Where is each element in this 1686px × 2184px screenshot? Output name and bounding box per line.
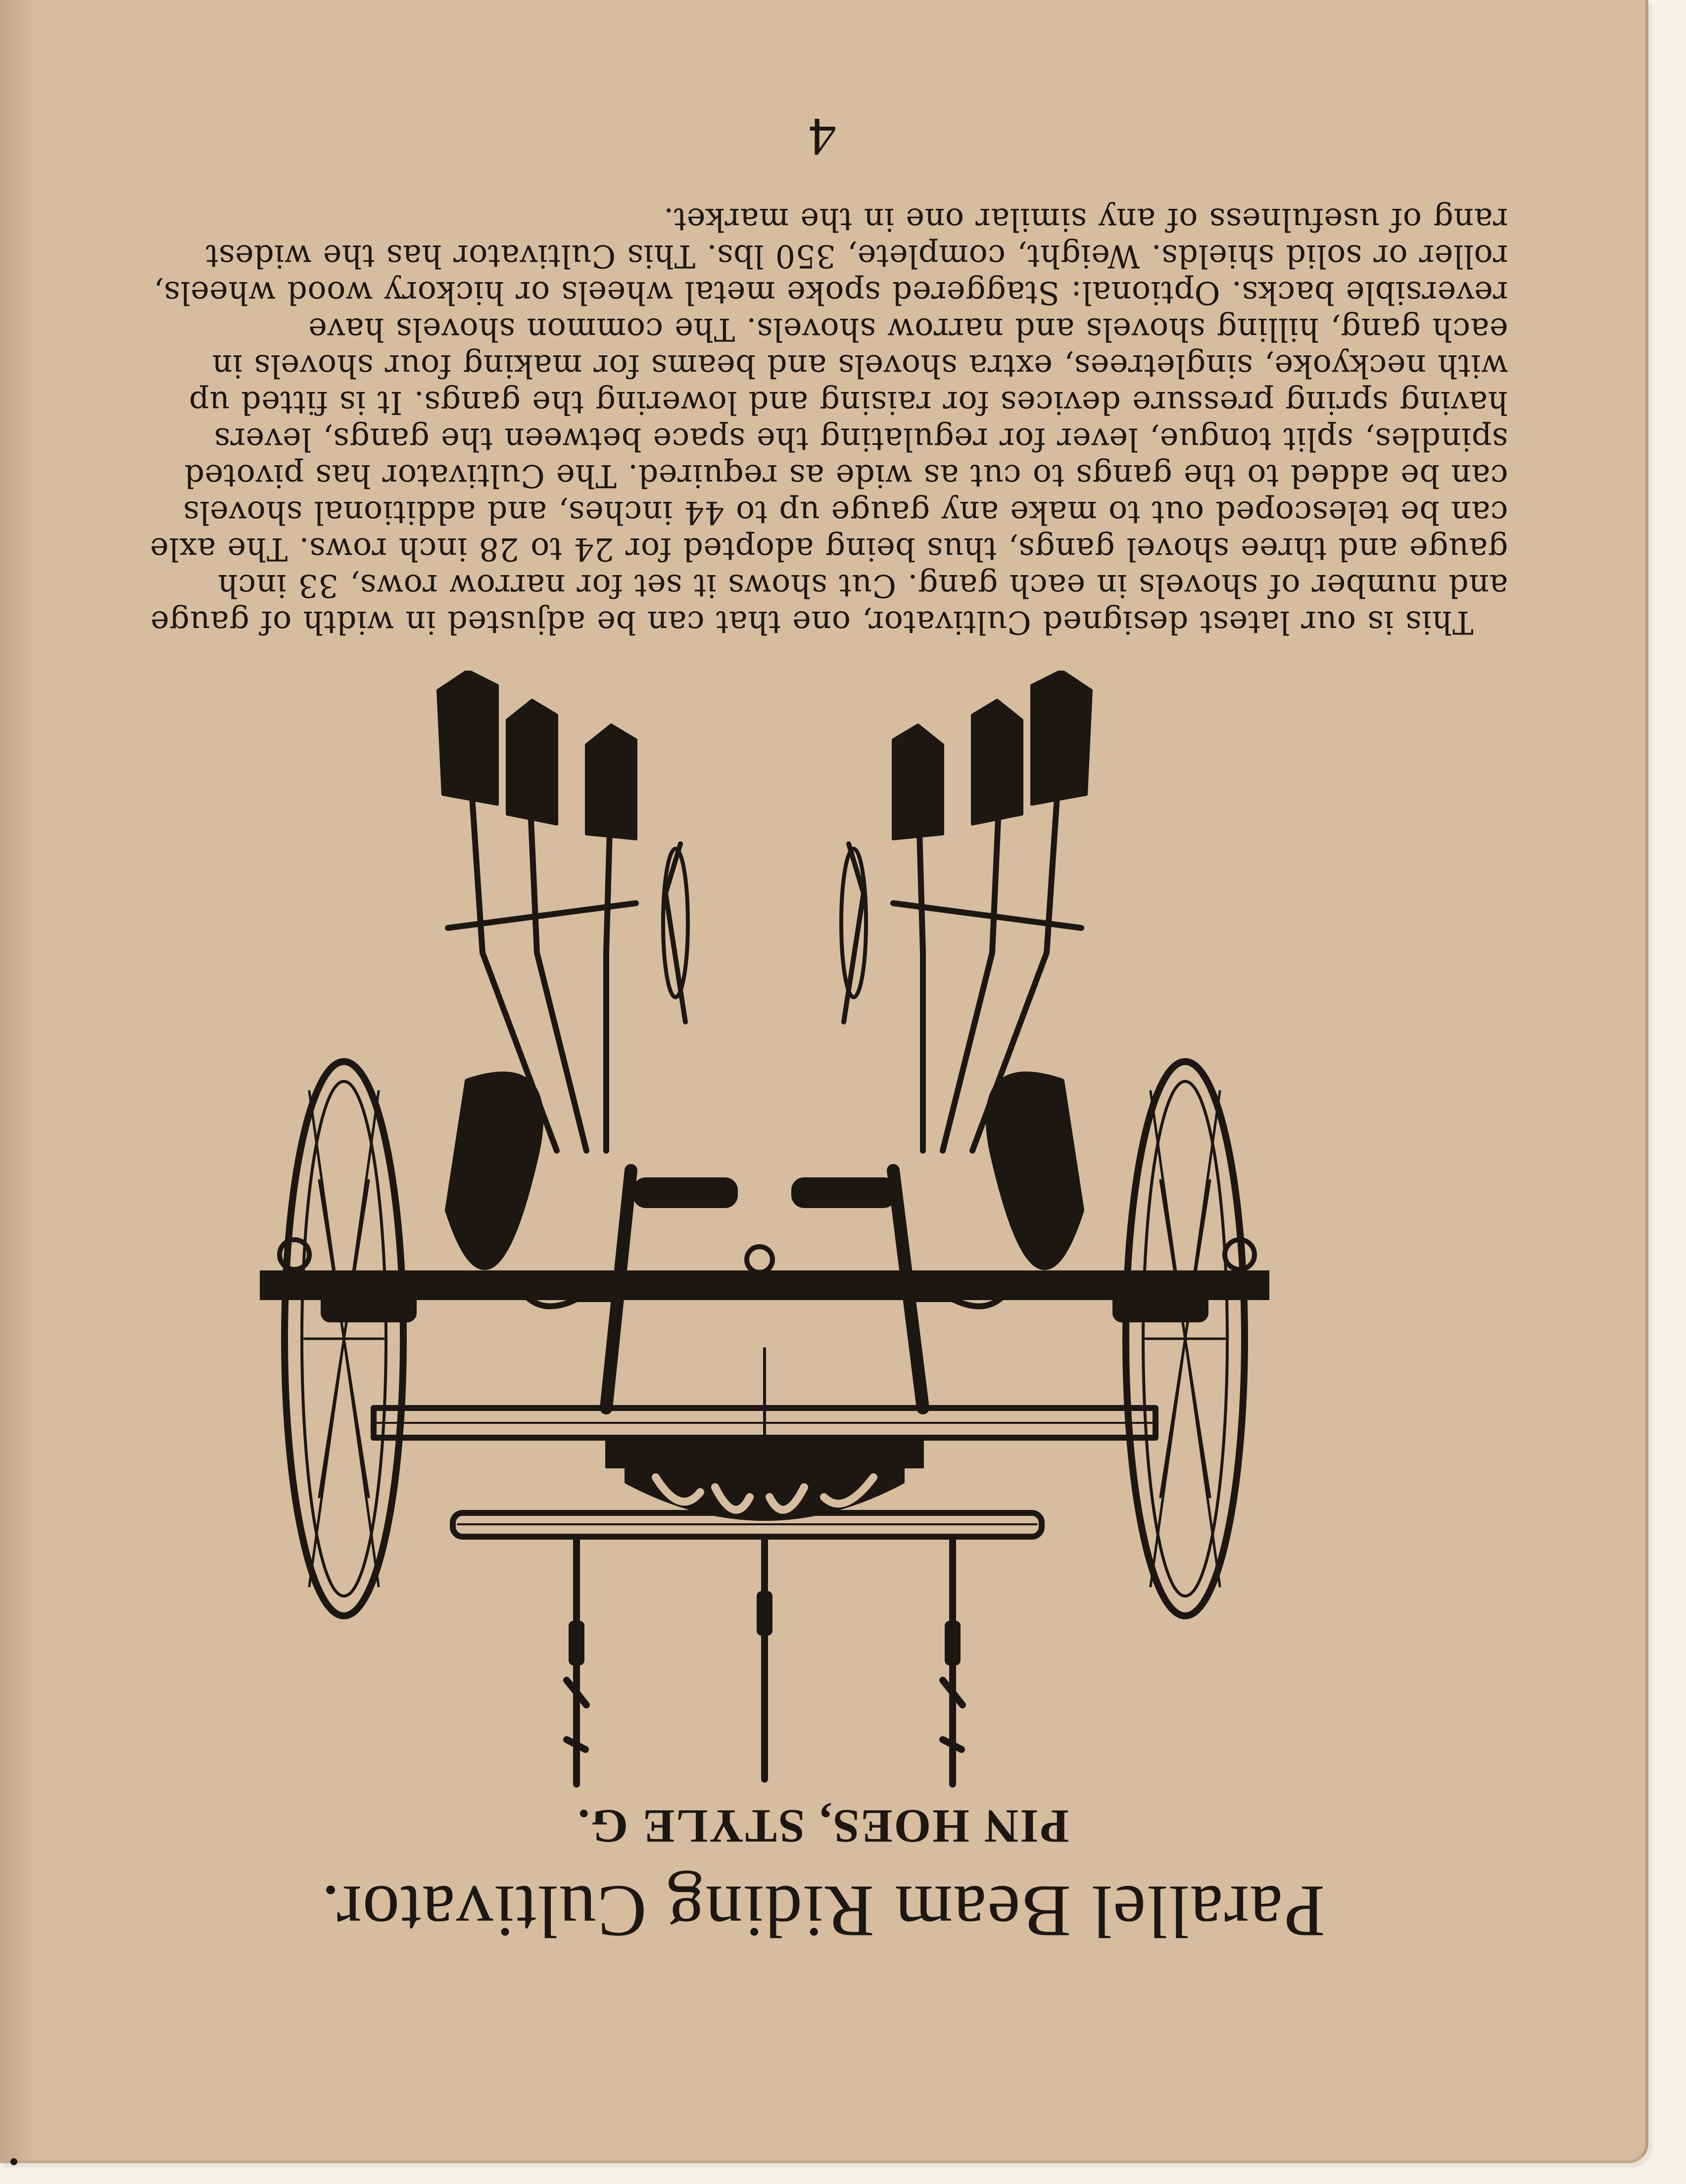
page-title: Parallel Beam Riding Cultivator. xyxy=(320,1870,1325,1952)
ink-dot xyxy=(10,2158,17,2165)
axle xyxy=(260,1240,1269,1299)
shovels xyxy=(438,671,1091,839)
description-paragraph: This is our latest designed Cultivator, one that can be adjusted in width of gauge and number of shovels in each gang. Cut shows it set for narrow rows, 33 inch gauge and three shovel gangs, thus being adopted for 24 to 28 inch rows. The axle can be telescoped out to make any gauge up to 44 inches, and additional shovels can be added to the gangs to cut as wide as required. The Cultivator has pivoted spindles, split tongue, lever for regulating the space between the gangs, levers having spring pressure devices for raising and lowering the gangs. It is fitted up with neckyoke, singletrees, extra shovels and beams for making four shovels in each gang, hilling shovels and narrow shovels. The common shovels have reversible backs. Optional: Staggered spoke metal wheels or hickory wood wheels, roller or solid shields. Weight, complete, 350 lbs. This Cultivator has the widest rang of usefulness of any similar one in the market. xyxy=(149,201,1508,641)
right-wheel xyxy=(285,1062,413,1616)
page-subtitle: PIN HOES, STYLE G. xyxy=(576,1800,1069,1853)
description-block xyxy=(0,170,1645,641)
left-wheel xyxy=(1116,1062,1245,1616)
tongue-poles xyxy=(567,1517,963,1784)
page-number: 4 xyxy=(809,107,836,167)
shields xyxy=(663,844,866,1022)
cultivator-illustration xyxy=(260,671,1269,1794)
